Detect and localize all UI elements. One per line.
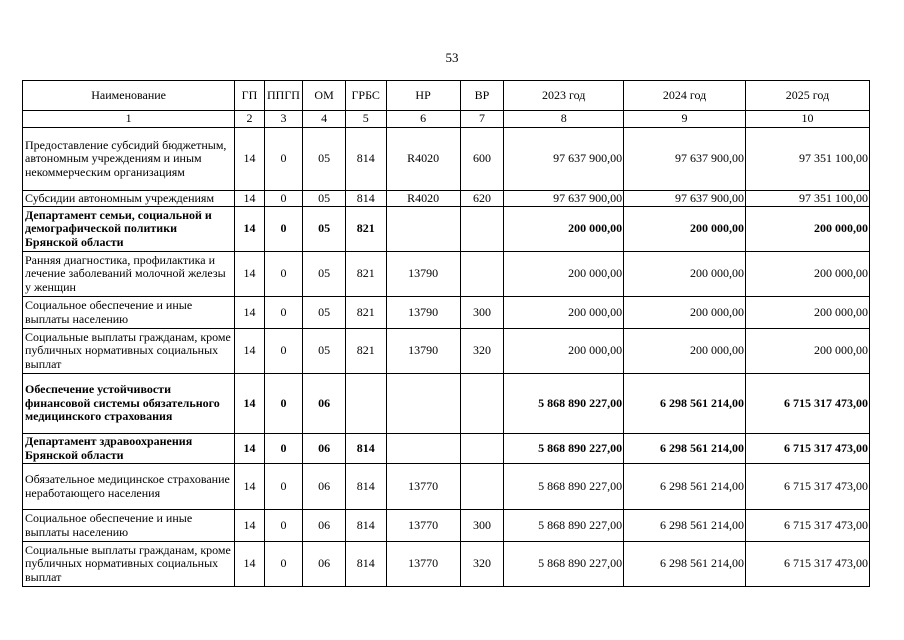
row-amount-2025: 6 715 317 473,00 — [745, 434, 869, 464]
row-om: 05 — [303, 207, 346, 252]
column-number: 6 — [386, 111, 460, 128]
row-gp: 14 — [235, 464, 264, 510]
table-row — [23, 207, 870, 252]
row-om: 05 — [303, 297, 346, 329]
row-vr: 300 — [460, 297, 504, 329]
row-amount-2023: 200 000,00 — [504, 207, 624, 252]
row-amount-2023: 200 000,00 — [504, 329, 624, 374]
row-grbs: 814 — [345, 464, 386, 510]
row-vr — [460, 207, 504, 252]
row-grbs: 814 — [345, 434, 386, 464]
row-nr: 13770 — [386, 510, 460, 542]
row-name: Социальные выплаты гражданам, кроме публичных нормативных социальных выплат — [23, 329, 235, 374]
row-nr: 13770 — [386, 464, 460, 510]
row-amount-2025: 6 715 317 473,00 — [745, 374, 869, 434]
table-row — [23, 128, 870, 191]
row-vr — [460, 464, 504, 510]
column-header: 2024 год — [624, 81, 746, 111]
row-name: Обязательное медицинское страхование неработающего населения — [23, 464, 235, 510]
row-om: 06 — [303, 542, 346, 587]
row-om: 05 — [303, 329, 346, 374]
row-amount-2025: 97 351 100,00 — [745, 191, 869, 207]
row-vr — [460, 434, 504, 464]
row-grbs: 821 — [345, 297, 386, 329]
row-name: Социальное обеспечение и иные выплаты населению — [23, 510, 235, 542]
row-ppgp: 0 — [264, 252, 303, 297]
row-om: 06 — [303, 374, 346, 434]
table-row — [23, 434, 870, 464]
row-gp: 14 — [235, 191, 264, 207]
budget-table — [22, 80, 870, 587]
row-om: 06 — [303, 464, 346, 510]
table-row — [23, 374, 870, 434]
row-om: 06 — [303, 510, 346, 542]
row-nr — [386, 207, 460, 252]
row-gp: 14 — [235, 297, 264, 329]
table-row — [23, 510, 870, 542]
column-number: 2 — [235, 111, 264, 128]
column-number: 5 — [345, 111, 386, 128]
row-om: 05 — [303, 252, 346, 297]
row-nr — [386, 374, 460, 434]
row-amount-2024: 6 298 561 214,00 — [624, 464, 746, 510]
row-amount-2023: 5 868 890 227,00 — [504, 434, 624, 464]
row-amount-2025: 6 715 317 473,00 — [745, 542, 869, 587]
row-gp: 14 — [235, 252, 264, 297]
column-header: ОМ — [303, 81, 346, 111]
row-amount-2024: 97 637 900,00 — [624, 128, 746, 191]
column-header: ГРБС — [345, 81, 386, 111]
row-grbs: 814 — [345, 191, 386, 207]
column-header: 2023 год — [504, 81, 624, 111]
row-name: Обеспечение устойчивости финансовой системы обязательного медицинского страхования — [23, 374, 235, 434]
row-grbs — [345, 374, 386, 434]
column-number: 1 — [23, 111, 235, 128]
row-vr — [460, 374, 504, 434]
column-header: НР — [386, 81, 460, 111]
row-nr: 13790 — [386, 252, 460, 297]
row-ppgp: 0 — [264, 374, 303, 434]
row-vr: 320 — [460, 329, 504, 374]
row-gp: 14 — [235, 128, 264, 191]
row-om: 06 — [303, 434, 346, 464]
table-row — [23, 252, 870, 297]
row-name: Департамент семьи, социальной и демографической политики Брянской области — [23, 207, 235, 252]
row-amount-2023: 200 000,00 — [504, 252, 624, 297]
row-nr — [386, 434, 460, 464]
row-amount-2025: 200 000,00 — [745, 329, 869, 374]
row-om: 05 — [303, 128, 346, 191]
row-gp: 14 — [235, 329, 264, 374]
row-amount-2023: 97 637 900,00 — [504, 191, 624, 207]
row-om: 05 — [303, 191, 346, 207]
row-amount-2023: 200 000,00 — [504, 297, 624, 329]
row-amount-2023: 5 868 890 227,00 — [504, 374, 624, 434]
row-ppgp: 0 — [264, 542, 303, 587]
row-ppgp: 0 — [264, 510, 303, 542]
row-amount-2023: 5 868 890 227,00 — [504, 542, 624, 587]
row-vr: 320 — [460, 542, 504, 587]
row-amount-2024: 6 298 561 214,00 — [624, 374, 746, 434]
row-vr — [460, 252, 504, 297]
row-gp: 14 — [235, 434, 264, 464]
row-grbs: 814 — [345, 128, 386, 191]
row-amount-2024: 6 298 561 214,00 — [624, 510, 746, 542]
row-name: Субсидии автономным учреждениям — [23, 191, 235, 207]
row-gp: 14 — [235, 542, 264, 587]
row-amount-2024: 200 000,00 — [624, 252, 746, 297]
table-row — [23, 191, 870, 207]
row-vr: 300 — [460, 510, 504, 542]
table-row — [23, 329, 870, 374]
row-amount-2025: 6 715 317 473,00 — [745, 464, 869, 510]
row-ppgp: 0 — [264, 434, 303, 464]
row-amount-2024: 200 000,00 — [624, 297, 746, 329]
row-nr: R4020 — [386, 191, 460, 207]
column-number-row — [23, 111, 870, 128]
row-name: Социальные выплаты гражданам, кроме публичных нормативных социальных выплат — [23, 542, 235, 587]
row-nr: 13790 — [386, 329, 460, 374]
row-ppgp: 0 — [264, 297, 303, 329]
row-amount-2025: 6 715 317 473,00 — [745, 510, 869, 542]
row-grbs: 821 — [345, 329, 386, 374]
row-name: Предоставление субсидий бюджетным, автономным учреждениям и иным некоммерческим организациям — [23, 128, 235, 191]
row-ppgp: 0 — [264, 329, 303, 374]
column-header: ГП — [235, 81, 264, 111]
row-amount-2025: 200 000,00 — [745, 297, 869, 329]
row-grbs: 814 — [345, 510, 386, 542]
page-number: 53 — [445, 50, 459, 65]
row-nr: 13770 — [386, 542, 460, 587]
row-amount-2023: 5 868 890 227,00 — [504, 510, 624, 542]
row-amount-2024: 200 000,00 — [624, 207, 746, 252]
row-amount-2024: 6 298 561 214,00 — [624, 542, 746, 587]
column-header: ППГП — [264, 81, 303, 111]
column-number: 10 — [745, 111, 869, 128]
column-number: 8 — [504, 111, 624, 128]
row-name: Социальное обеспечение и иные выплаты населению — [23, 297, 235, 329]
row-vr: 600 — [460, 128, 504, 191]
row-amount-2024: 200 000,00 — [624, 329, 746, 374]
row-name: Ранняя диагностика, профилактика и лечение заболеваний молочной железы у женщин — [23, 252, 235, 297]
row-nr: 13790 — [386, 297, 460, 329]
row-gp: 14 — [235, 374, 264, 434]
table-row — [23, 542, 870, 587]
row-amount-2024: 6 298 561 214,00 — [624, 434, 746, 464]
row-grbs: 821 — [345, 252, 386, 297]
row-ppgp: 0 — [264, 191, 303, 207]
column-number: 9 — [624, 111, 746, 128]
row-ppgp: 0 — [264, 128, 303, 191]
row-ppgp: 0 — [264, 207, 303, 252]
row-amount-2024: 97 637 900,00 — [624, 191, 746, 207]
column-number: 3 — [264, 111, 303, 128]
row-amount-2025: 97 351 100,00 — [745, 128, 869, 191]
column-header: ВР — [460, 81, 504, 111]
column-number: 4 — [303, 111, 346, 128]
row-ppgp: 0 — [264, 464, 303, 510]
row-name: Департамент здравоохранения Брянской области — [23, 434, 235, 464]
header-row — [23, 81, 870, 111]
row-amount-2025: 200 000,00 — [745, 252, 869, 297]
row-grbs: 821 — [345, 207, 386, 252]
row-amount-2023: 97 637 900,00 — [504, 128, 624, 191]
row-amount-2023: 5 868 890 227,00 — [504, 464, 624, 510]
column-number: 7 — [460, 111, 504, 128]
table-row — [23, 464, 870, 510]
row-nr: R4020 — [386, 128, 460, 191]
table-row — [23, 297, 870, 329]
row-grbs: 814 — [345, 542, 386, 587]
row-vr: 620 — [460, 191, 504, 207]
column-header: Наименование — [23, 81, 235, 111]
row-gp: 14 — [235, 207, 264, 252]
row-amount-2025: 200 000,00 — [745, 207, 869, 252]
column-header: 2025 год — [745, 81, 869, 111]
row-gp: 14 — [235, 510, 264, 542]
